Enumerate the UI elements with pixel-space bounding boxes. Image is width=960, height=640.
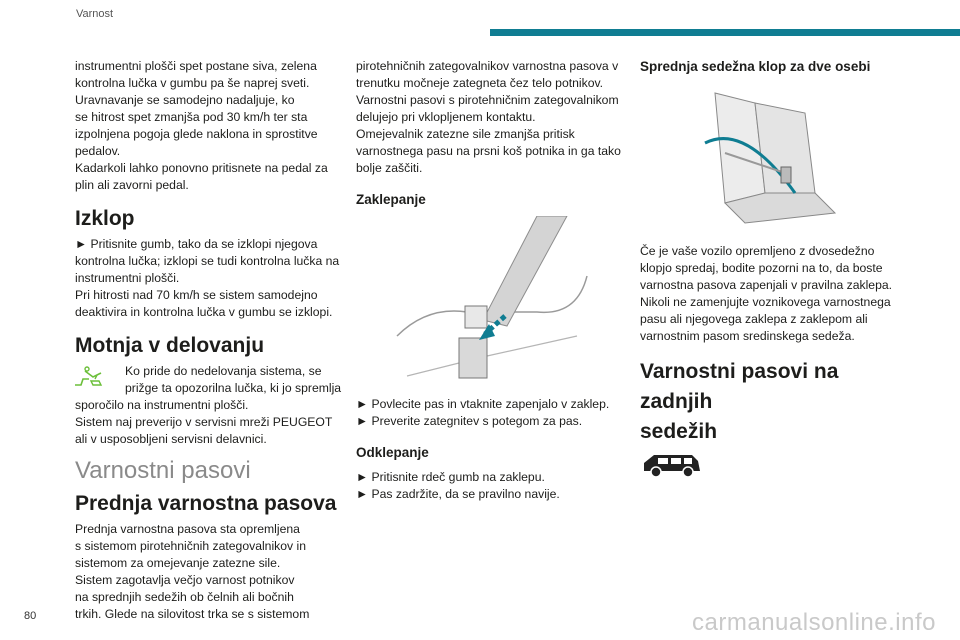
pyro-text: pirotehničnih zategovalnikov varnostna pasova v trenutku močneje zategneta čez telo potnikov. Varnostni pasovi s pirotehničnim zategovalnikom delujejo pri vklopljenem kontaktu. Omejevalnik zatezne sile zmanjša pritisk varnostnega pasu na prsni koš potnika in ga tako bolje zaščiti.: [356, 59, 621, 175]
motnja-text-2: sporočilo na instrumentni plošči. Sistem naj preverijo v servisni mreži PEUGEOT ali v usposobljeni servisni delavnici.: [75, 398, 333, 446]
bench-heading: Sprednja sedežna klop za dve osebi: [640, 59, 871, 74]
header-accent-bar: [490, 29, 960, 36]
section-heading: Varnostni pasovi: [75, 457, 251, 484]
watermark: carmanualsonline.info: [692, 609, 936, 636]
unlock-step-1: ► Pritisnite rdeč gumb na zaklepu.: [356, 470, 545, 484]
column-1: [75, 58, 345, 623]
column-3: [640, 58, 900, 484]
front-belts-heading: Prednja varnostna pasova: [75, 492, 337, 515]
lock-step-2: ► Preverite zategnitev s potegom za pas.: [356, 414, 583, 428]
izklop-heading: Izklop: [75, 207, 135, 230]
running-header: Varnost: [76, 8, 114, 20]
lock-step-1: ► Povlecite pas in vtaknite zapenjalo v zaklep.: [356, 397, 610, 411]
intro-text: instrumentni plošči spet postane siva, zelena kontrolna lučka v gumbu pa še naprej sveti. Uravnavanje se samodejno nadaljuje, ko se hitrost spet zmanjša pod 30 km/h ter sta izpolnjena pogoja glede naklona in sprostitve pedalov. Kadarkoli lahko ponovno pritisnete na pedal za plin ali zavorni pedal.: [75, 59, 328, 192]
motnja-heading: Motnja v delovanju: [75, 334, 265, 357]
rear-belts-heading: Varnostni pasovi na zadnjih sedežih: [640, 360, 839, 443]
unlock-step-2: ► Pas zadržite, da se pravilno navije.: [356, 487, 560, 501]
bench-seat-illustration: [685, 83, 855, 233]
warning-note: [75, 363, 345, 397]
izklop-text: ► Pritisnite gumb, tako da se izklopi njegova kontrolna lučka; izklopi se tudi kontrolna lučka na instrumentni plošči. Pri hitrosti nad 70 km/h se sistem samodejno deaktivira in kontrolna lučka v gumbu se izklopi.: [75, 237, 340, 319]
seatbelt-service-warning-icon: [73, 365, 105, 389]
lock-heading: Zaklepanje: [356, 192, 426, 207]
bench-text: Če je vaše vozilo opremljeno z dvosedežno klopjo spredaj, bodite pozorni na to, da boste varnostna pasova zapenjali v pravilna zaklepa. Nikoli ne zamenjujte voznikovega varnostnega pasu ali njegovega zaklepa z zaklepom ali varnostnim pasom sredinskega sedeža.: [640, 244, 893, 343]
unlock-heading: Odklepanje: [356, 445, 429, 460]
page-number: 80: [24, 610, 37, 622]
front-belts-text: Prednja varnostna pasova sta opremljena s sistemom pirotehničnih zategovalnikov in sistemom za omejevanje zatezne sile. Sistem zagotavlja večjo varnost potnikov na sprednjih sedežih ob čelnih ali bočnih trkih. Glede na silovitost trka se s sistemom: [75, 522, 310, 621]
column-2: [356, 58, 628, 503]
buckle-illustration: [387, 216, 597, 384]
motnja-text-1: Ko pride do nedelovanja sistema, se prižge ta opozorilna lučka, ki jo spremlja: [125, 364, 342, 395]
van-silhouette-icon: [640, 451, 704, 479]
